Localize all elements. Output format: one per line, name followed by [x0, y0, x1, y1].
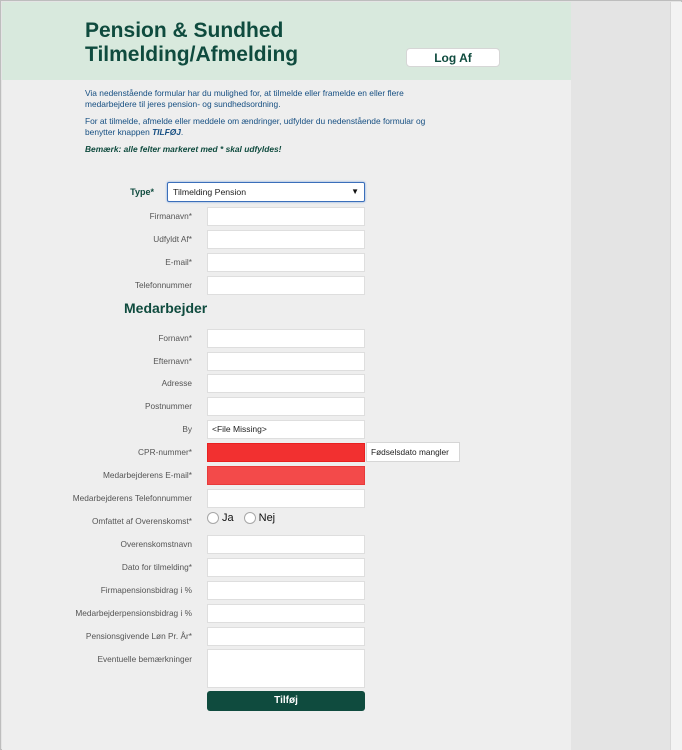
postal-code-label: Postnummer	[144, 401, 192, 411]
remarks-textarea[interactable]	[207, 649, 365, 688]
agreement-yes-radio[interactable]	[207, 512, 219, 524]
company-phone-label: Telefonnummer	[134, 280, 192, 290]
intro-p2-suffix: .	[180, 127, 184, 137]
employee-phone-input[interactable]	[207, 489, 365, 508]
agreement-name-label: Overenskomstnavn	[120, 539, 192, 549]
annual-salary-label: Pensionsgivende Løn Pr. År*	[85, 631, 192, 641]
page-background-right	[571, 2, 682, 750]
postal-code-input[interactable]	[207, 397, 365, 416]
agreement-radio-group	[207, 512, 285, 524]
chevron-down-icon: ▼	[351, 187, 359, 196]
intro-p2-line-2	[85, 127, 475, 138]
employee-phone-label: Medarbejderens Telefonnummer	[72, 493, 192, 503]
page-header	[2, 2, 571, 80]
first-name-input[interactable]	[207, 329, 365, 348]
agreement-no-label: Nej	[258, 512, 276, 524]
enrollment-date-label: Dato for tilmelding*	[121, 562, 192, 572]
agreement-no-option[interactable]	[244, 512, 276, 524]
employer-contribution-label: Firmapensionsbidrag i %	[100, 585, 192, 595]
address-label: Adresse	[161, 378, 192, 388]
required-fields-note: Bemærk: alle felter markeret med * skal udfyldes!	[85, 144, 282, 154]
enrollment-date-input[interactable]	[207, 558, 365, 577]
agreement-yes-label: Ja	[222, 512, 234, 524]
filled-by-label: Udfyldt Af*	[153, 234, 192, 244]
intro-p1-line-1: Via nedenstående formular har du mulighed for, at tilmelde eller framelde en eller flere	[85, 88, 404, 98]
city-input[interactable]: <File Missing>	[207, 420, 365, 439]
first-name-label: Fornavn*	[158, 333, 192, 343]
remarks-label: Eventuelle bemærkninger	[97, 654, 192, 664]
agreement-no-radio[interactable]	[244, 512, 256, 524]
intro-p1-line-2: medarbejdere til jeres pension- og sundhedsordning.	[85, 99, 281, 109]
type-label: Type*	[130, 187, 154, 197]
company-email-label: E-mail*	[165, 257, 192, 267]
annual-salary-input[interactable]	[207, 627, 365, 646]
intro-paragraph-2	[85, 116, 475, 138]
company-name-label: Firmanavn*	[149, 211, 192, 221]
logout-button[interactable]: Log Af	[406, 48, 500, 67]
agreement-label: Omfattet af Overenskomst*	[91, 516, 192, 526]
intro-p2-prefix: benytter knappen	[85, 127, 153, 137]
vertical-scrollbar[interactable]	[670, 2, 682, 750]
add-submit-button[interactable]: Tilføj	[207, 691, 365, 711]
cpr-error-tooltip: Fødselsdato mangler	[366, 442, 460, 462]
page-title-line-1: Pension & Sundhed	[85, 19, 284, 42]
intro-paragraph-1	[85, 88, 475, 110]
employee-contribution-label: Medarbejderpensionsbidrag i %	[75, 608, 192, 618]
cpr-number-input[interactable]	[207, 443, 365, 462]
employee-email-label: Medarbejderens E-mail*	[102, 470, 192, 480]
city-label: By	[182, 424, 192, 434]
intro-p2-line-1: For at tilmelde, afmelde eller meddele om ændringer, udfylder du nedenstående formular og	[85, 116, 426, 126]
type-select[interactable]	[167, 182, 365, 202]
main-content	[2, 2, 571, 750]
company-email-input[interactable]	[207, 253, 365, 272]
page-title	[85, 19, 385, 67]
address-input[interactable]	[207, 374, 365, 393]
page-title-line-2: Tilmelding/Afmelding	[85, 43, 299, 66]
employee-section-title: Medarbejder	[124, 300, 208, 316]
employer-contribution-input[interactable]	[207, 581, 365, 600]
type-select-value: Tilmelding Pension	[173, 187, 247, 197]
employee-contribution-input[interactable]	[207, 604, 365, 623]
agreement-yes-option[interactable]	[207, 512, 234, 524]
intro-p2-button-name: TILFØJ	[152, 127, 181, 137]
company-phone-input[interactable]	[207, 276, 365, 295]
filled-by-input[interactable]	[207, 230, 365, 249]
cpr-number-label: CPR-nummer*	[138, 447, 192, 457]
employee-email-input[interactable]	[207, 466, 365, 485]
last-name-input[interactable]	[207, 352, 365, 371]
agreement-name-input[interactable]	[207, 535, 365, 554]
company-name-input[interactable]	[207, 207, 365, 226]
last-name-label: Efternavn*	[153, 356, 192, 366]
